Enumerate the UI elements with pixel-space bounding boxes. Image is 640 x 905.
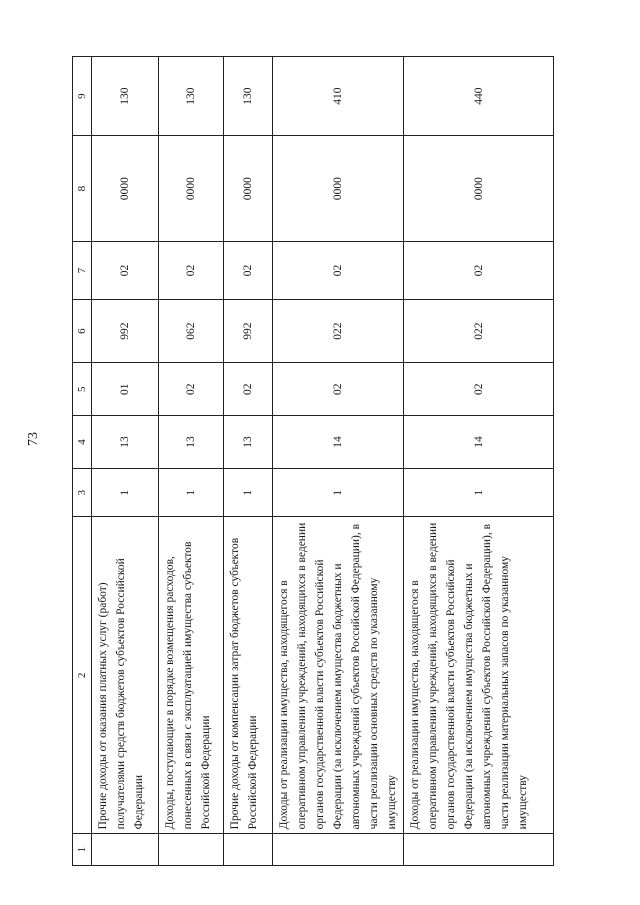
table-header-row	[73, 57, 92, 866]
table-row	[159, 57, 224, 866]
cell-c3: 1	[273, 468, 404, 517]
cell-c7: 02	[404, 241, 554, 299]
cell-c5: 02	[224, 363, 273, 416]
budget-classification-table	[72, 56, 554, 866]
cell-description: Доходы, поступающие в порядке возмещения расходов, понесенных в связи с эксплуатацией имущества субъектов Российской Федерации	[159, 517, 224, 834]
cell-c4: 13	[92, 416, 159, 469]
cell-c8: 0000	[404, 136, 554, 242]
cell-description: Доходы от реализации имущества, находящегося в оперативном управлении учреждений, находящихся в ведении органов государственной власти субъектов Российской Федерации (за исключением имущества бюджетных и автономных учреждений субъектов Российской Федерации), в части реализации материальных запасов по указанному имуществу	[404, 517, 554, 834]
cell-c8: 0000	[224, 136, 273, 242]
cell-description: Прочие доходы от оказания платных услуг (работ) получателями средств бюджетов субъектов Российской Федерации	[92, 517, 159, 834]
col-header-4: 4	[73, 416, 92, 469]
col-header-7: 7	[73, 241, 92, 299]
cell-c8: 0000	[92, 136, 159, 242]
cell-c1	[92, 834, 159, 866]
cell-c6: 992	[224, 299, 273, 362]
cell-c4: 13	[159, 416, 224, 469]
cell-c5: 02	[273, 363, 404, 416]
cell-c3: 1	[224, 468, 273, 517]
cell-description: Прочие доходы от компенсации затрат бюджетов субъектов Российской Федерации	[224, 517, 273, 834]
col-header-3: 3	[73, 468, 92, 517]
cell-c5: 01	[92, 363, 159, 416]
table-row	[224, 57, 273, 866]
table-row	[404, 57, 554, 866]
table-row	[92, 57, 159, 866]
page-number: 73	[26, 432, 41, 446]
cell-c1	[224, 834, 273, 866]
cell-c9: 410	[273, 57, 404, 136]
col-header-2: 2	[73, 517, 92, 834]
cell-c5: 02	[159, 363, 224, 416]
cell-c6: 022	[273, 299, 404, 362]
cell-c3: 1	[159, 468, 224, 517]
cell-description: Доходы от реализации имущества, находящегося в оперативном управлении учреждений, находящихся в ведении органов государственной власти субъектов Российской Федерации (за исключением имущества бюджетных и автономных учреждений субъектов Российской Федерации), в части реализации основных средств по указанному имуществу	[273, 517, 404, 834]
cell-c1	[404, 834, 554, 866]
cell-c3: 1	[404, 468, 554, 517]
col-header-8: 8	[73, 136, 92, 242]
cell-c1	[159, 834, 224, 866]
cell-c4: 13	[224, 416, 273, 469]
cell-c7: 02	[159, 241, 224, 299]
cell-c6: 992	[92, 299, 159, 362]
col-header-6: 6	[73, 299, 92, 362]
cell-c7: 02	[92, 241, 159, 299]
cell-c9: 440	[404, 57, 554, 136]
cell-c6: 022	[404, 299, 554, 362]
cell-c9: 130	[92, 57, 159, 136]
cell-c9: 130	[224, 57, 273, 136]
cell-c6: 062	[159, 299, 224, 362]
cell-c9: 130	[159, 57, 224, 136]
cell-c7: 02	[273, 241, 404, 299]
cell-c1	[273, 834, 404, 866]
cell-c7: 02	[224, 241, 273, 299]
cell-c3: 1	[92, 468, 159, 517]
cell-c5: 02	[404, 363, 554, 416]
cell-c8: 0000	[159, 136, 224, 242]
cell-c4: 14	[404, 416, 554, 469]
col-header-9: 9	[73, 57, 92, 136]
col-header-5: 5	[73, 363, 92, 416]
cell-c4: 14	[273, 416, 404, 469]
table-row	[273, 57, 404, 866]
col-header-1: 1	[73, 834, 92, 866]
cell-c8: 0000	[273, 136, 404, 242]
rotated-page	[20, 30, 620, 890]
